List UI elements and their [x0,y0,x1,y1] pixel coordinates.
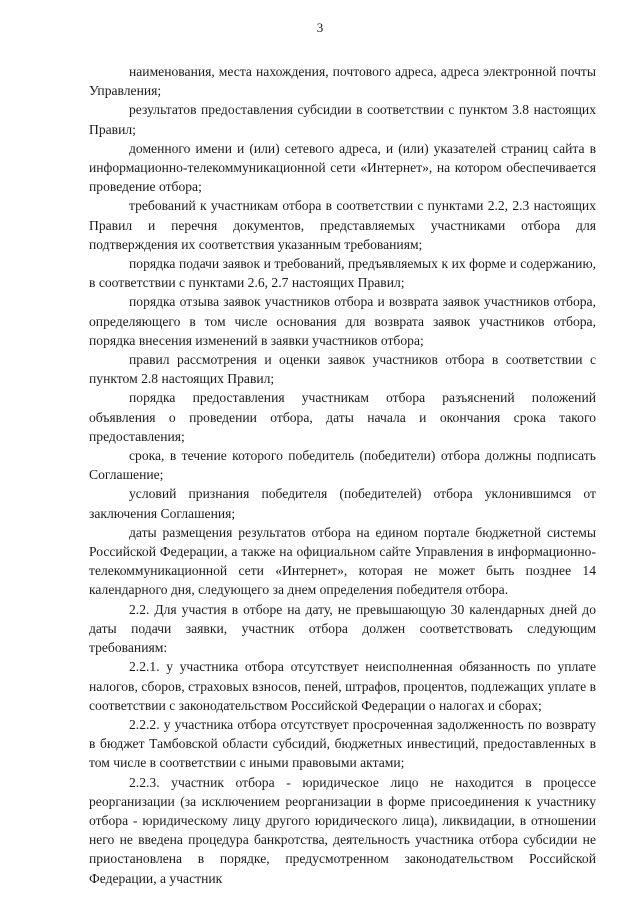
paragraph-review-rules: правил рассмотрения и оценки заявок участников отбора в соответствии с пунктом 2.8 настоящих Правил; [89,352,596,387]
paragraph-evasion-conditions: условий признания победителя (победителей) отбора уклонившимся от заключения Соглашения; [89,486,596,521]
paragraph-clause-2-2-3: 2.2.3. участник отбора - юридическое лицо не находится в процессе реорганизации (за исключением реорганизации в форме присоединения к участнику отбора - юридическому лицу другого юридического лица), ликвидации, в отношении него не введена процедура банкротства, деятельность участника отбора субсидии не приостановлена в порядке, предусмотренном законодательством Российской Федерации, а участник [89,774,596,886]
paragraph-application-procedure: порядка подачи заявок и требований, предъявляемых к их форме и содержанию, в соответствии с пунктами 2.6, 2.7 настоящих Правил; [89,256,596,291]
paragraph-participant-requirements: требований к участникам отбора в соответствии с пунктами 2.2, 2.3 настоящих Правил и перечня документов, представляемых участниками отбора для подтверждения их соответствия указанным требованиям; [89,198,596,252]
paragraph-announcement-address: наименования, места нахождения, почтового адреса, адреса электронной почты Управления; [89,64,596,99]
paragraph-clause-2-2-2: 2.2.2. у участника отбора отсутствует просроченная задолженность по возврату в бюджет Тамбовской области субсидий, бюджетных инвестиций, предоставленных в том числе в соответствии с иными правовыми актами; [89,716,596,771]
paragraph-clause-2-2-1: 2.2.1. у участника отбора отсутствует неисполненная обязанность по уплате налогов, сборов, страховых взносов, пеней, штрафов, процентов, подлежащих уплате в соответствии с законодательством Российской Федерации о налогах и сборах; [89,659,596,713]
paragraph-subsidy-results: результатов предоставления субсидии в соответствии с пунктом 3.8 настоящих Правил; [89,102,596,137]
paragraph-clause-2-2: 2.2. Для участия в отборе на дату, не превышающую 30 календарных дней до даты подачи заявки, участник отбора должен соответствовать следующим требованиям: [89,601,596,656]
paragraph-results-publication: даты размещения результатов отбора на едином портале бюджетной системы Российской Федерации, а также на официальном сайте Управления в информационно-телекоммуникационной сети «Интернет», которая не может быть позднее 14 календарного дня, следующего за днем определения победителя отбора. [89,524,596,598]
document-body [89,62,596,888]
paragraph-domain-name: доменного имени и (или) сетевого адреса, и (или) указателей страниц сайта в информационно-телекоммуникационной сети «Интернет», на котором обеспечивается проведение отбора; [89,140,596,195]
paragraph-clarifications: порядка предоставления участникам отбора разъяснений положений объявления о проведении отбора, даты начала и окончания срока такого предоставления; [89,390,596,444]
paragraph-signing-deadline: срока, в течение которого победитель (победители) отбора должны подписать Соглашение; [89,448,596,483]
paragraph-withdrawal-procedure: порядка отзыва заявок участников отбора и возврата заявок участников отбора, определяющего в том числе основания для возврата заявок участников отбора, порядка внесения изменений в заявки участников отбора; [89,294,596,348]
page-number: 3 [316,20,324,35]
